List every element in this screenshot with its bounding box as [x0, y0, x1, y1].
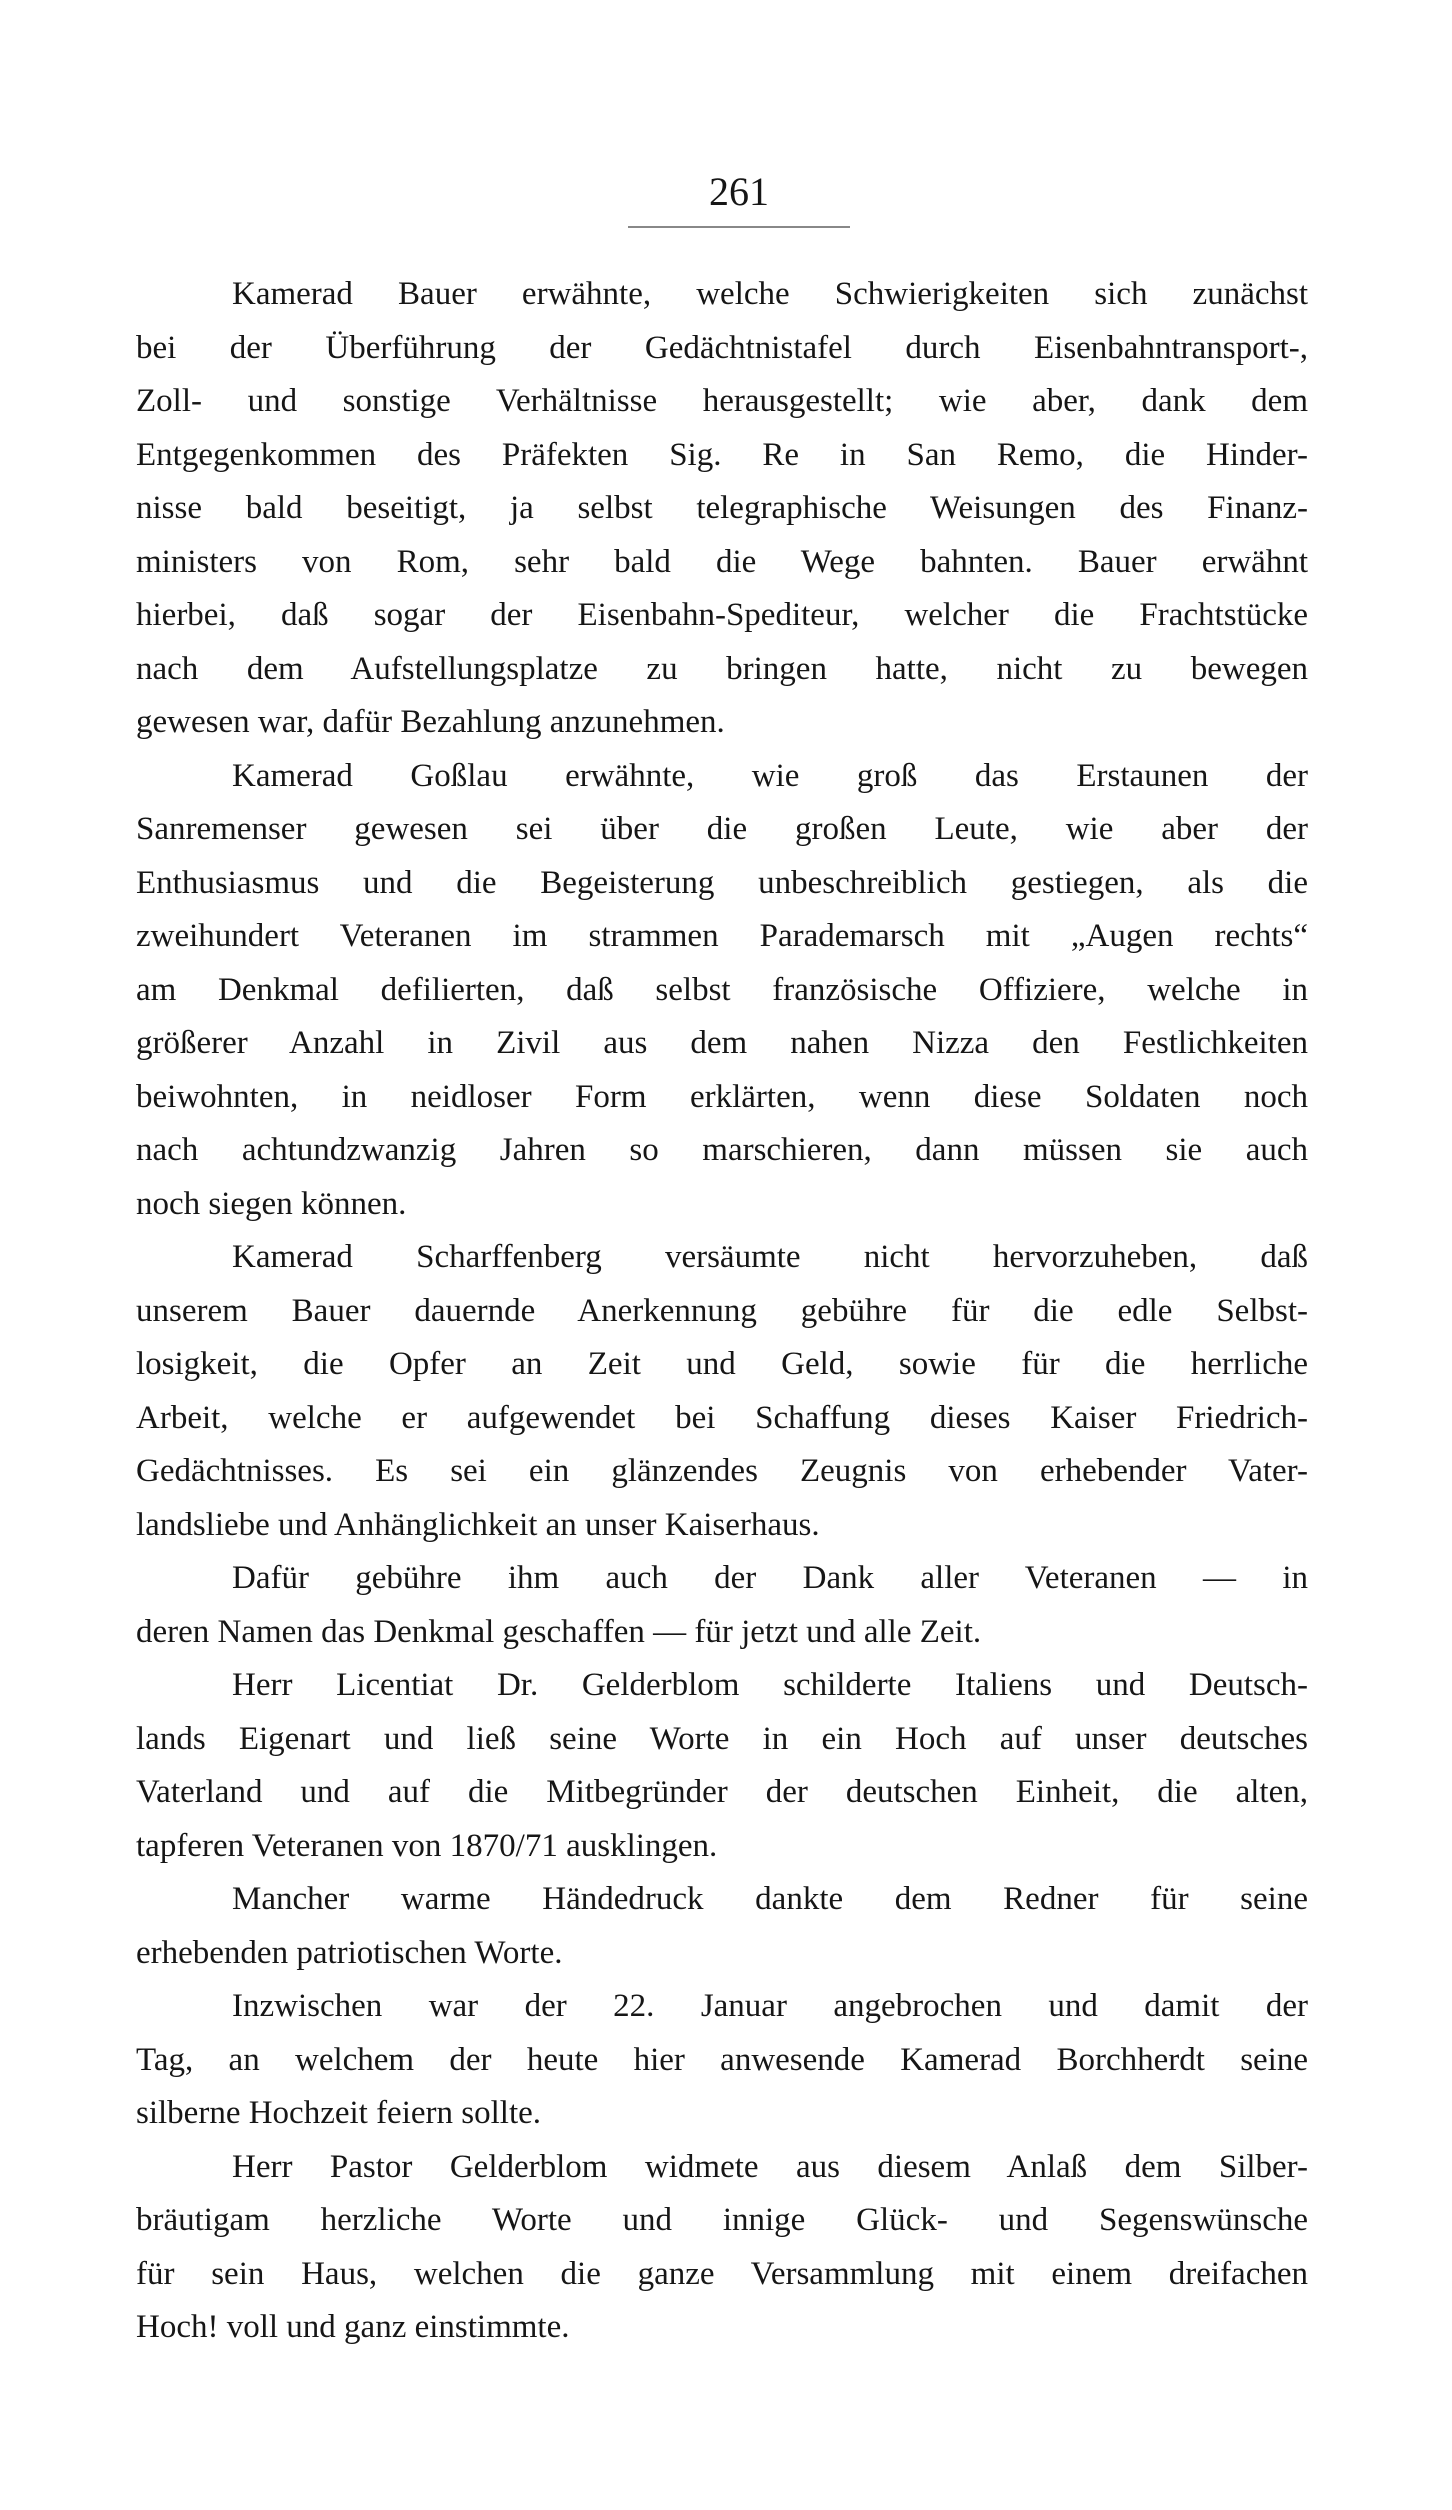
text-line: beiwohnten, in neidloser Form erklärten, wenn diese Soldaten noch: [136, 1078, 1308, 1115]
text-line: deren Namen das Denkmal geschaffen — für jetzt und alle Zeit.: [136, 1613, 982, 1650]
text-line: Vaterland und auf die Mitbegründer der deutschen Einheit, die alten,: [136, 1774, 1308, 1810]
text-line: Arbeit, welche er aufgewendet bei Schaffung dieses Kaiser Friedrich-: [136, 1399, 1308, 1436]
text-line: Tag, an welchem der heute hier anwesende Kamerad Borchherdt seine: [136, 2041, 1308, 2078]
header-rule: [628, 226, 850, 228]
text-line: Entgegenkommen des Präfekten Sig. Re in San Remo, die Hinder-: [136, 436, 1308, 473]
text-line: Kamerad Scharffenberg versäumte nicht hervorzuheben, daß: [232, 1239, 1308, 1275]
text-line: Herr Pastor Gelderblom widmete aus diesem Anlaß dem Silber-: [232, 2148, 1308, 2185]
text-line: nach achtundzwanzig Jahren so marschieren, dann müssen sie auch: [136, 1132, 1308, 1168]
text-line: nisse bald beseitigt, ja selbst telegraphische Weisungen des Finanz-: [136, 490, 1308, 526]
paragraph: [136, 2141, 1308, 2355]
text-line: bei der Überführung der Gedächtnistafel durch Eisenbahntransport-,: [136, 329, 1308, 366]
text-line: lands Eigenart und ließ seine Worte in ein Hoch auf unser deutsches: [136, 1720, 1308, 1757]
page-number: 261: [709, 169, 769, 214]
text-line: Herr Licentiat Dr. Gelderblom schilderte Italiens und Deutsch-: [232, 1667, 1308, 1703]
text-line: nach dem Aufstellungsplatze zu bringen hatte, nicht zu bewegen: [136, 650, 1308, 687]
text-line: Hoch! voll und ganz einstimmte.: [136, 2309, 570, 2345]
text-line: Inzwischen war der 22. Januar angebrochen und damit der: [232, 1988, 1308, 2024]
text-line: silberne Hochzeit feiern sollte.: [136, 2095, 542, 2131]
paragraph: [136, 750, 1308, 1232]
text-line: Enthusiasmus und die Begeisterung unbeschreiblich gestiegen, als die: [136, 864, 1308, 901]
text-line: hierbei, daß sogar der Eisenbahn-Spediteur, welcher die Frachtstücke: [136, 597, 1308, 633]
text-line: gewesen war, dafür Bezahlung anzunehmen.: [136, 704, 725, 740]
text-line: losigkeit, die Opfer an Zeit und Geld, sowie für die herrliche: [136, 1346, 1308, 1382]
paragraph: [136, 1552, 1308, 1659]
text-line: tapferen Veteranen von 1870/71 ausklingen.: [136, 1827, 718, 1864]
body-text: [136, 268, 1308, 2355]
text-line: zweihundert Veteranen im strammen Parademarsch mit „Augen rechts“: [136, 918, 1308, 954]
text-line: noch siegen können.: [136, 1185, 407, 1222]
text-line: landsliebe und Anhänglichkeit an unser Kaiserhaus.: [136, 1506, 820, 1543]
paragraph: [136, 268, 1308, 750]
text-line: für sein Haus, welchen die ganze Versammlung mit einem dreifachen: [136, 2255, 1308, 2292]
paragraph: [136, 1659, 1308, 1873]
text-line: ministers von Rom, sehr bald die Wege bahnten. Bauer erwähnt: [136, 543, 1308, 580]
text-line: Zoll- und sonstige Verhältnisse herausgestellt; wie aber, dank dem: [136, 383, 1308, 419]
text-line: Kamerad Bauer erwähnte, welche Schwierigkeiten sich zunächst: [232, 276, 1308, 312]
text-line: Sanremenser gewesen sei über die großen Leute, wie aber der: [136, 811, 1308, 847]
text-line: unserem Bauer dauernde Anerkennung gebühre für die edle Selbst-: [136, 1292, 1308, 1329]
paragraph: [136, 1231, 1308, 1552]
text-line: größerer Anzahl in Zivil aus dem nahen Nizza den Festlichkeiten: [136, 1025, 1308, 1061]
paragraph: [136, 1873, 1308, 1980]
text-line: Dafür gebühre ihm auch der Dank aller Veteranen — in: [232, 1560, 1308, 1596]
text-line: am Denkmal defilierten, daß selbst französische Offiziere, welche in: [136, 971, 1308, 1008]
text-line: Mancher warme Händedruck dankte dem Redner für seine: [232, 1881, 1308, 1917]
text-line: Gedächtnisses. Es sei ein glänzendes Zeugnis von erhebender Vater-: [136, 1453, 1308, 1489]
text-line: bräutigam herzliche Worte und innige Glück- und Segenswünsche: [136, 2202, 1308, 2238]
text-line: Kamerad Goßlau erwähnte, wie groß das Erstaunen der: [232, 757, 1308, 794]
paragraph: [136, 1980, 1308, 2141]
text-line: erhebenden patriotischen Worte.: [136, 1934, 563, 1971]
